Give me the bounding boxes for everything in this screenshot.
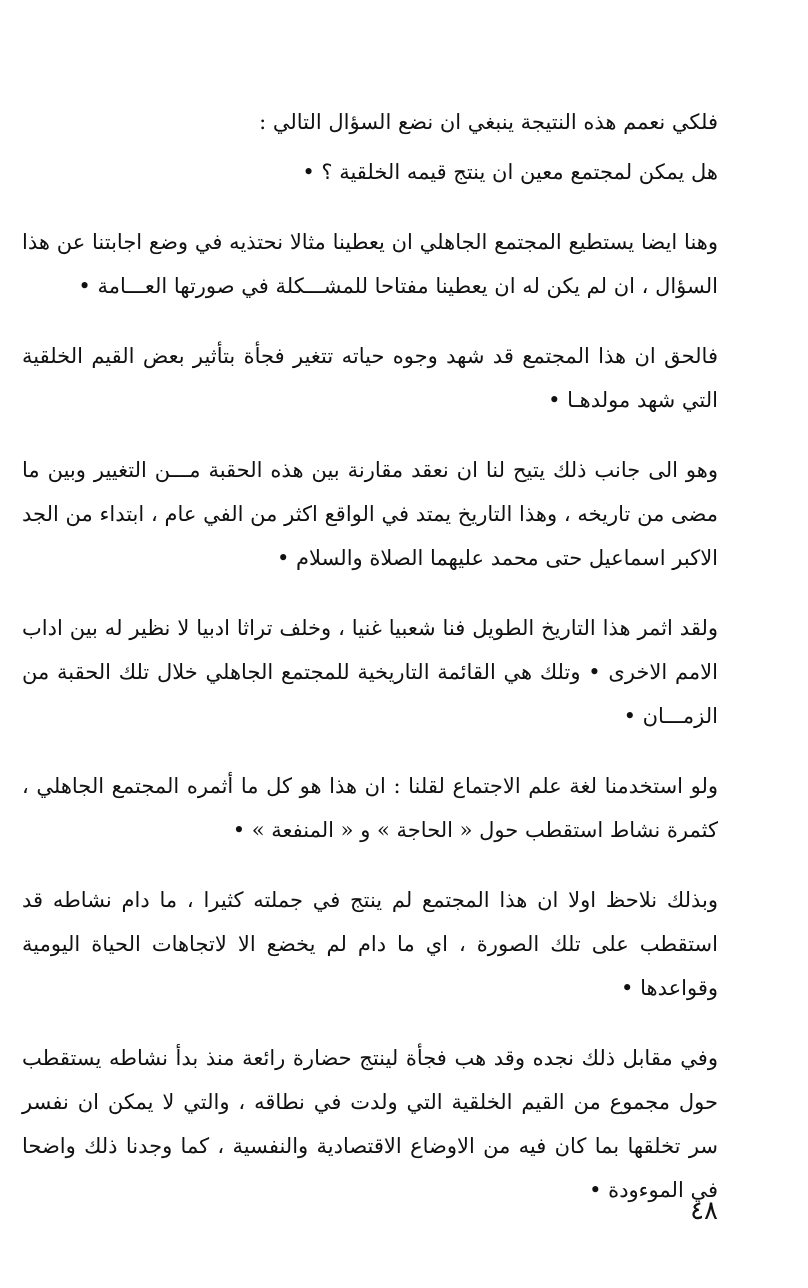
paragraph: ولقد اثمر هذا التاريخ الطويل فنا شعبيا غنيا ، وخلف تراثا ادبيا لا نظير له بين اداب الامم الاخرى • وتلك هي القائمة التاريخية للمجتمع الجاهلي خلال تلك الحقبة من الزمـــان • <box>22 616 718 728</box>
paragraph: وهنا ايضا يستطيع المجتمع الجاهلي ان يعطينا مثالا نحتذيه في وضع اجابتنا عن هذا السؤال ، ان لم يكن له ان يعطينا مفتاحا للمشـــكلة في صورتها العـــامة • <box>22 230 718 298</box>
paragraph-question-intro: فلكي نعمم هذه النتيجة ينبغي ان نضع السؤال التالي : <box>259 110 718 134</box>
paragraph-question: هل يمكن لمجتمع معين ان ينتج قيمه الخلقية ؟ • <box>302 160 718 184</box>
page-number: ٤٨ <box>690 1196 718 1226</box>
paragraph: فالحق ان هذا المجتمع قد شهد وجوه حياته تتغير فجأة بتأثير بعض القيم الخلقية التي شهد مولدهـا • <box>22 344 718 412</box>
page-body <box>22 100 718 1238</box>
paragraph: ولو استخدمنا لغة علم الاجتماع لقلنا : ان هذا هو كل ما أثمره المجتمع الجاهلي ، كثمرة نشاط استقطب حول « الحاجة » و « المنفعة » • <box>22 774 718 842</box>
paragraph: وهو الى جانب ذلك يتيح لنا ان نعقد مقارنة بين هذه الحقبة مـــن التغيير وبين ما مضى من تاريخه ، وهذا التاريخ يمتد في الواقع اكثر من الفي عام ، ابتداء من الجد الاكبر اسماعيل حتى محمد عليهما الصلاة والسلام • <box>22 458 718 570</box>
paragraph: وبذلك نلاحظ اولا ان هذا المجتمع لم ينتج في جملته كثيرا ، ما دام نشاطه قد استقطب على تلك الصورة ، اي ما دام لم يخضع الا لاتجاهات الحياة اليومية وقواعدها • <box>22 888 718 1000</box>
paragraph: وفي مقابل ذلك نجده وقد هب فجأة لينتج حضارة رائعة منذ بدأ نشاطه يستقطب حول مجموع من القيم الخلقية التي ولدت في نطاقه ، والتي لا يمكن ان نفسر سر تخلقها بما كان فيه من الاوضاع الاقتصادية والنفسية ، كما وجدنا ذلك واضحا في الموءودة • <box>22 1046 718 1202</box>
